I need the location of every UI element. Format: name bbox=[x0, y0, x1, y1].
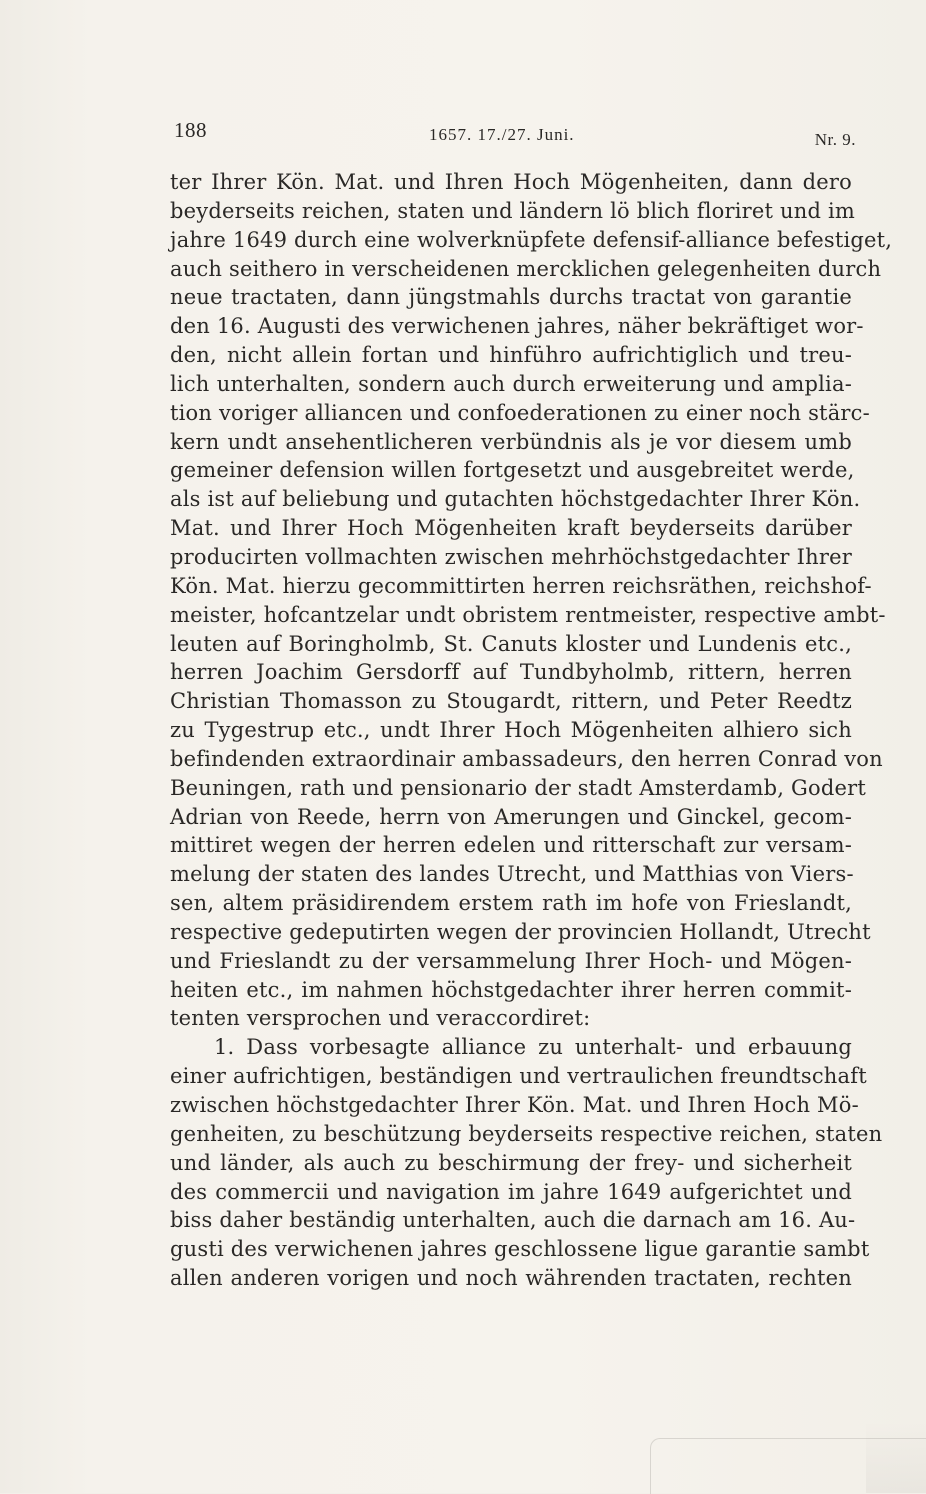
body-text bbox=[170, 168, 893, 1293]
document-number: Nr. 9. bbox=[814, 130, 856, 149]
text-line: gusti des verwichenen jahres geschlossene ligue garantie sambt bbox=[170, 1237, 870, 1262]
text-line: producirten vollmachten zwischen mehrhöchstgedachter Ihrer bbox=[170, 544, 852, 569]
text-line: lich unterhalten, sondern auch durch erweiterung und amplia- bbox=[170, 371, 852, 396]
text-line: ter Ihrer Kön. Mat. und Ihren Hoch Mögenheiten, dann dero bbox=[170, 170, 852, 194]
text-line: auch seithero in verscheidenen mercklichen gelegenheiten durch bbox=[170, 256, 882, 281]
text-line: genheiten, zu beschützung beyderseits respective reichen, staten bbox=[170, 1121, 883, 1146]
text-line: Mat. und Ihrer Hoch Mögenheiten kraft beyderseits darüber bbox=[170, 516, 852, 541]
text-line: biss daher beständig unterhalten, auch die darnach am 16. Au- bbox=[170, 1208, 856, 1233]
text-line: Adrian von Reede, herrn von Amerungen und Ginckel, gecom- bbox=[170, 804, 852, 829]
text-line: tion voriger alliancen und confoederationen zu einer noch stärc- bbox=[170, 400, 870, 425]
page-number: 188 bbox=[174, 118, 207, 142]
text-line: kern undt ansehentlicheren verbündnis als je vor diesem umb bbox=[170, 429, 852, 454]
text-line: allen anderen vorigen und noch währenden tractaten, rechten bbox=[170, 1266, 852, 1291]
text-line: heiten etc., im nahmen höchstgedachter ihrer herren commit- bbox=[170, 977, 852, 1002]
text-line: gemeiner defension willen fortgesetzt und ausgebreitet werde, bbox=[170, 458, 855, 483]
text-line: tenten versprochen und veraccordiret: bbox=[170, 1006, 591, 1031]
text-line: befindenden extraordinair ambassadeurs, den herren Conrad von bbox=[170, 746, 883, 771]
text-line: einer aufrichtigen, beständigen und vertraulichen freundtschaft bbox=[170, 1064, 867, 1089]
text-line: sen, altem präsidirendem erstem rath im hofe von Frieslandt, bbox=[170, 891, 852, 916]
text-line: als ist auf beliebung und gutachten höchstgedachter Ihrer Kön. bbox=[170, 487, 861, 512]
text-line: neue tractaten, dann jüngstmahls durchs tractat von garantie bbox=[170, 285, 852, 310]
running-head: 1657. 17./27. Juni. bbox=[429, 125, 575, 144]
text-line: Kön. Mat. hierzu gecommittirten herren reichsräthen, reichshof- bbox=[170, 573, 872, 598]
text-line: respective gedeputirten wegen der provincien Hollandt, Utrecht bbox=[170, 919, 871, 944]
text-line: meister, hofcantzelar undt obristem rentmeister, respective ambt- bbox=[170, 602, 886, 627]
text-line: beyderseits reichen, staten und ländern lö blich floriret und im bbox=[170, 198, 856, 223]
text-line: des commercii und navigation im jahre 1649 aufgerichtet und bbox=[170, 1179, 852, 1204]
text-line: herren Joachim Gersdorff auf Tundbyholmb, rittern, herren bbox=[170, 660, 852, 685]
text-line: den 16. Augusti des verwichenen jahres, näher bekräftiget wor- bbox=[170, 314, 864, 339]
text-line: Christian Thomasson zu Stougardt, rittern, und Peter Reedtz bbox=[170, 689, 852, 714]
text-line: zu Tygestrup etc., undt Ihrer Hoch Mögenheiten alhiero sich bbox=[170, 718, 852, 743]
text-line: 1. Dass vorbesagte alliance zu unterhalt- und erbauung bbox=[214, 1035, 852, 1060]
page-header bbox=[174, 118, 856, 148]
text-line: jahre 1649 durch eine wolverknüpfete defensif-alliance befestiget, bbox=[170, 227, 893, 252]
text-line: Beuningen, rath und pensionario der stadt Amsterdamb, Godert bbox=[170, 775, 866, 800]
text-line: mittiret wegen der herren edelen und ritterschaft zur versam- bbox=[170, 833, 852, 858]
page-edge-shadow bbox=[866, 1420, 926, 1493]
text-line: den, nicht allein fortan und hinführo aufrichtiglich und treu- bbox=[170, 343, 852, 368]
text-line: leuten auf Boringholmb, St. Canuts kloster und Lundenis etc., bbox=[170, 631, 852, 656]
text-line: und länder, als auch zu beschirmung der frey- und sicherheit bbox=[170, 1150, 852, 1175]
text-line: und Frieslandt zu der versammelung Ihrer Hoch- und Mögen- bbox=[170, 948, 852, 973]
text-line: melung der staten des landes Utrecht, und Matthias von Viers- bbox=[170, 862, 854, 887]
text-line: zwischen höchstgedachter Ihrer Kön. Mat. und Ihren Hoch Mö- bbox=[170, 1093, 859, 1117]
